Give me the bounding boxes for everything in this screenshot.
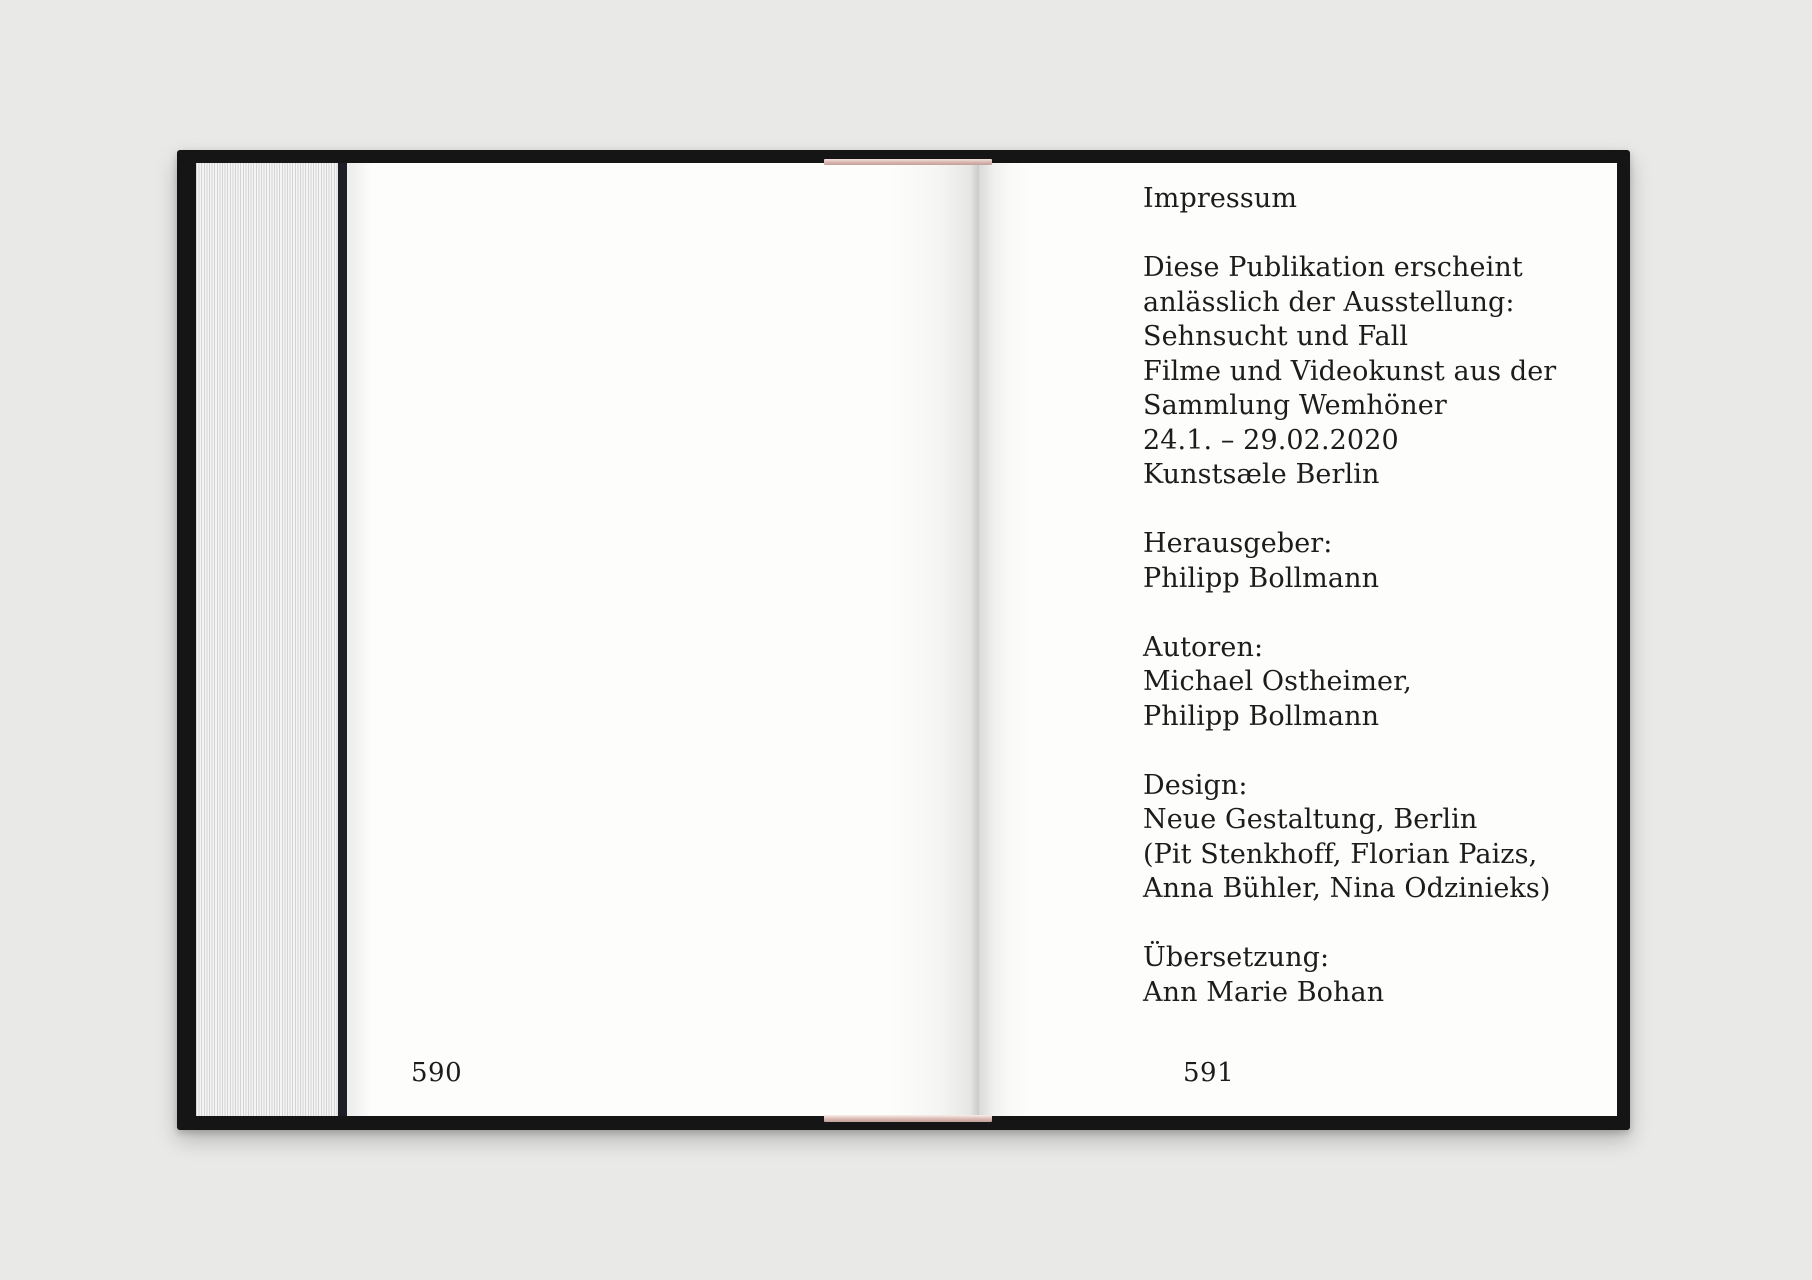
imprint-line: Autoren: <box>1143 631 1264 663</box>
imprint-line: 24.1. – 29.02.2020 <box>1143 424 1399 456</box>
right-page <box>979 163 1617 1116</box>
left-page-edge-shadow <box>347 163 371 1116</box>
page-number-left: 590 <box>411 1058 463 1088</box>
imprint-text-block <box>1143 182 1603 1010</box>
imprint-line: Philipp Bollmann <box>1143 562 1380 594</box>
imprint-line: anlässlich der Ausstellung: <box>1143 286 1515 318</box>
page-number-right: 591 <box>1183 1058 1235 1088</box>
imprint-line: Michael Ostheimer, <box>1143 666 1412 697</box>
imprint-line: Neue Gestaltung, Berlin <box>1143 804 1478 835</box>
spine-divider <box>338 163 347 1116</box>
headband-top <box>824 159 992 165</box>
imprint-line: Design: <box>1143 769 1248 801</box>
imprint-blank-line <box>1143 907 1603 942</box>
imprint-blank-line <box>1143 734 1603 769</box>
imprint-line: Ann Marie Bohan <box>1143 976 1385 1008</box>
left-page <box>347 163 979 1116</box>
gutter-shadow-right <box>979 163 1031 1116</box>
imprint-line: Herausgeber: <box>1143 528 1333 559</box>
gutter-shadow-left <box>889 163 979 1116</box>
book <box>177 150 1630 1130</box>
imprint-line: Anna Bühler, Nina Odzinieks) <box>1143 873 1551 904</box>
imprint-line: Diese Publikation erscheint <box>1143 252 1523 283</box>
imprint-line: Impressum <box>1143 183 1298 214</box>
imprint-line: Kunstsæle Berlin <box>1143 459 1380 490</box>
imprint-line: Übersetzung: <box>1143 942 1330 973</box>
imprint-line: (Pit Stenkhoff, Florian Paizs, <box>1143 838 1538 870</box>
imprint-blank-line <box>1143 596 1603 631</box>
imprint-line: Philipp Bollmann <box>1143 700 1380 732</box>
imprint-line: Filme und Videokunst aus der <box>1143 355 1557 387</box>
imprint-blank-line <box>1143 493 1603 528</box>
page-edges-texture <box>196 163 338 1116</box>
imprint-line: Sammlung Wemhöner <box>1143 390 1447 421</box>
imprint-blank-line <box>1143 217 1603 252</box>
headband-bottom <box>824 1115 992 1122</box>
imprint-line: Sehnsucht und Fall <box>1143 321 1409 352</box>
